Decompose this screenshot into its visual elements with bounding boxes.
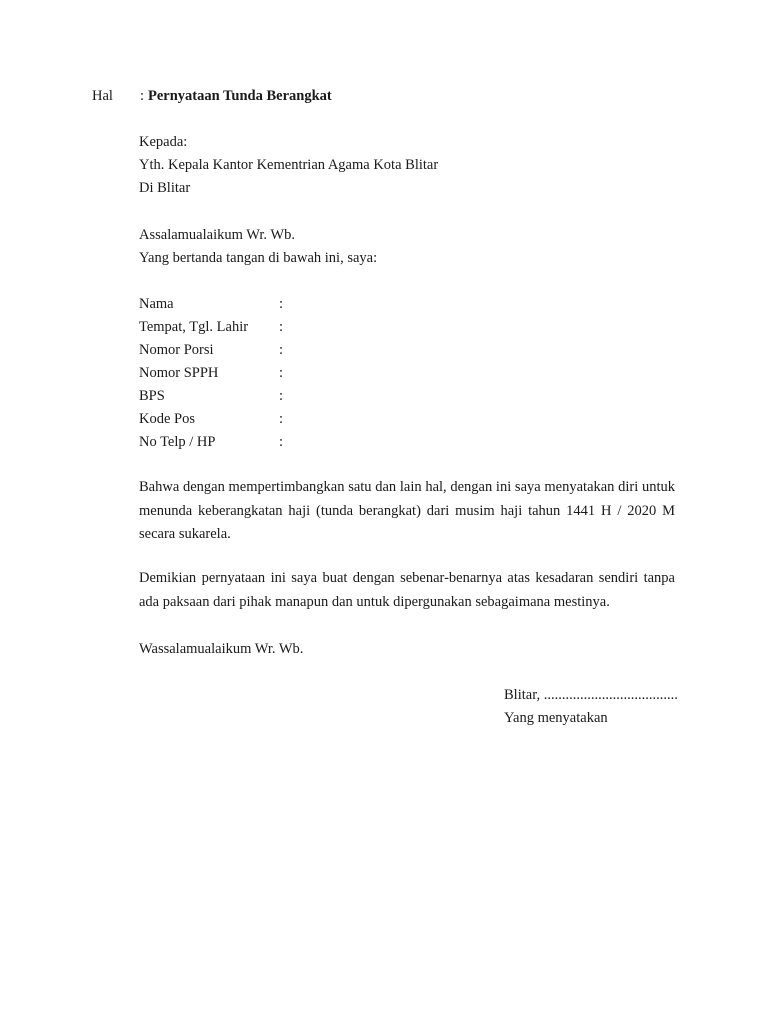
recipient-location: Di Blitar <box>139 180 191 196</box>
field-label-nama: Nama <box>139 296 174 312</box>
field-colon-nomor-spph: : <box>279 365 284 381</box>
subject-separator: : <box>140 88 145 104</box>
field-colon-nomor-porsi: : <box>279 342 284 358</box>
field-label-nomor-porsi: Nomor Porsi <box>139 342 214 358</box>
greeting-salam: Assalamualaikum Wr. Wb. <box>139 227 295 243</box>
field-colon-no-telp: : <box>279 434 284 450</box>
field-colon-tempat-tgl-lahir: : <box>279 319 284 335</box>
signature-role: Yang menyatakan <box>504 710 608 726</box>
subject-label: Hal <box>92 88 113 104</box>
field-label-kode-pos: Kode Pos <box>139 411 195 427</box>
greeting-intro: Yang bertanda tangan di bawah ini, saya: <box>139 250 378 266</box>
declaration-paragraph: Demikian pernyataan ini saya buat dengan sebenar-benarnya atas kesadaran sendiri tanpa ada paksaan dari pihak manapun dan untuk dipergunakan sebagaimana mestinya. <box>139 570 675 610</box>
field-label-tempat-tgl-lahir: Tempat, Tgl. Lahir <box>139 319 249 335</box>
field-colon-kode-pos: : <box>279 411 284 427</box>
subject-title: Pernyataan Tunda Berangkat <box>148 88 332 104</box>
statement-paragraph: Bahwa dengan mempertimbangkan satu dan lain hal, dengan ini saya menyatakan diri untuk menunda keberangkatan haji (tunda berangkat) dari musim haji tahun 1441 H / 2020 M secara sukarela. <box>139 479 675 542</box>
signature-place-date: Blitar, ..................................... <box>504 687 678 703</box>
field-colon-bps: : <box>279 388 284 404</box>
closing-salam: Wassalamualaikum Wr. Wb. <box>139 641 304 657</box>
field-label-nomor-spph: Nomor SPPH <box>139 365 219 381</box>
field-colon-nama: : <box>279 296 284 312</box>
field-label-no-telp: No Telp / HP <box>139 434 216 450</box>
recipient-kepada: Kepada: <box>139 134 188 150</box>
recipient-name: Yth. Kepala Kantor Kementrian Agama Kota Blitar <box>139 157 439 173</box>
field-label-bps: BPS <box>139 388 165 404</box>
